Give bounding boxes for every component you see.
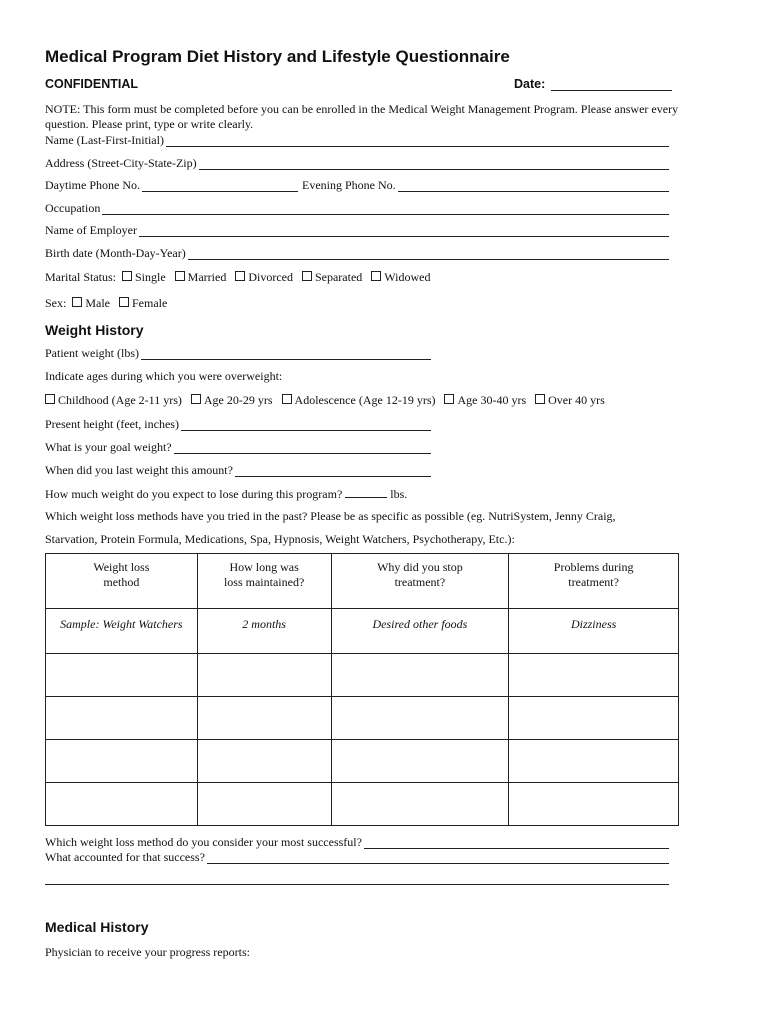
goal-weight-label: What is your goal weight?	[45, 440, 172, 454]
table-cell[interactable]	[46, 654, 198, 697]
expect-lose-row	[45, 486, 407, 501]
most-successful-row	[45, 835, 669, 849]
most-successful-field[interactable]	[364, 837, 669, 849]
name-label: Name (Last-First-Initial)	[45, 133, 164, 147]
methods-prompt-line-2: Starvation, Protein Formula, Medications, Spa, Hypnosis, Weight Watchers, Psychotherapy, Etc.):	[45, 532, 515, 546]
medical-history-heading: Medical History	[45, 919, 149, 935]
table-cell[interactable]	[46, 697, 198, 740]
table-cell[interactable]	[331, 697, 509, 740]
weight-loss-methods-table	[45, 553, 679, 826]
checkbox-icon	[444, 394, 454, 404]
ages-row	[45, 393, 611, 407]
checkbox-icon	[119, 297, 129, 307]
table-cell[interactable]	[331, 654, 509, 697]
expect-lose-label: How much weight do you expect to lose during this program?	[45, 487, 343, 501]
checkbox-icon	[302, 271, 312, 281]
present-height-label: Present height (feet, inches)	[45, 417, 179, 431]
birthdate-field[interactable]	[188, 248, 669, 260]
extra-answer-line[interactable]	[45, 884, 669, 885]
employer-label: Name of Employer	[45, 223, 137, 237]
table-cell: Sample: Weight Watchers	[46, 609, 198, 654]
age-option-over-40[interactable]: Over 40 yrs	[535, 393, 605, 407]
present-height-row	[45, 417, 431, 431]
table-cell[interactable]	[197, 654, 331, 697]
table-cell[interactable]	[509, 697, 679, 740]
marital-option-widowed[interactable]: Widowed	[371, 270, 430, 284]
address-label: Address (Street-City-State-Zip)	[45, 156, 197, 170]
methods-prompt-line-1: Which weight loss methods have you tried in the past? Please be as specific as possible (eg. NutriSystem, Jenny Craig,	[45, 509, 616, 523]
expect-lose-unit: lbs.	[390, 487, 408, 501]
goal-weight-field[interactable]	[174, 442, 431, 454]
patient-weight-row	[45, 346, 431, 360]
form-title: Medical Program Diet History and Lifestyle Questionnaire	[45, 47, 510, 66]
table-cell[interactable]	[46, 783, 198, 826]
table-sample-row	[46, 609, 679, 654]
age-option-20-29[interactable]: Age 20-29 yrs	[191, 393, 273, 407]
patient-weight-label: Patient weight (lbs)	[45, 346, 139, 360]
evening-phone-field[interactable]	[398, 180, 669, 192]
ages-prompt: Indicate ages during which you were overweight:	[45, 369, 283, 383]
checkbox-icon	[282, 394, 292, 404]
table-row	[46, 783, 679, 826]
confidential-label: CONFIDENTIAL	[45, 77, 139, 91]
birthdate-label: Birth date (Month-Day-Year)	[45, 246, 186, 260]
occupation-row	[45, 201, 669, 215]
sex-label: Sex:	[45, 296, 67, 310]
note-text: NOTE: This form must be completed before you can be enrolled in the Medical Weight Management Program. Please answer every question. Please print, type or write clearly.	[45, 102, 679, 131]
table-row	[46, 654, 679, 697]
address-row	[45, 156, 669, 170]
present-height-field[interactable]	[181, 419, 431, 431]
marital-label: Marital Status:	[45, 270, 116, 284]
age-option-30-40[interactable]: Age 30-40 yrs	[444, 393, 526, 407]
occupation-field[interactable]	[102, 203, 669, 215]
last-weight-row	[45, 463, 431, 477]
sex-option-female[interactable]: Female	[119, 296, 167, 310]
patient-weight-field[interactable]	[141, 348, 431, 360]
daytime-phone-label: Daytime Phone No.	[45, 178, 140, 192]
name-row	[45, 133, 669, 147]
checkbox-icon	[72, 297, 82, 307]
table-cell[interactable]	[197, 783, 331, 826]
name-field[interactable]	[166, 135, 669, 147]
occupation-label: Occupation	[45, 201, 101, 215]
employer-row	[45, 223, 669, 237]
employer-field[interactable]	[139, 225, 669, 237]
age-option-adolescence[interactable]: Adolescence (Age 12-19 yrs)	[282, 393, 436, 407]
birthdate-row	[45, 246, 669, 260]
table-header-cell: Problems during treatment?	[509, 554, 679, 609]
table-cell: 2 months	[197, 609, 331, 654]
last-weight-field[interactable]	[235, 465, 431, 477]
table-cell[interactable]	[46, 740, 198, 783]
table-cell[interactable]	[331, 783, 509, 826]
expect-lose-field[interactable]	[345, 486, 387, 498]
table-header-cell: Why did you stop treatment?	[331, 554, 509, 609]
table-cell: Desired other foods	[331, 609, 509, 654]
sex-option-male[interactable]: Male	[72, 296, 110, 310]
marital-option-divorced[interactable]: Divorced	[235, 270, 293, 284]
accounted-row	[45, 850, 669, 864]
address-field[interactable]	[199, 158, 669, 170]
table-row	[46, 697, 679, 740]
date-label: Date:	[514, 77, 546, 91]
table-header-cell: How long was loss maintained?	[197, 554, 331, 609]
checkbox-icon	[175, 271, 185, 281]
evening-phone-label: Evening Phone No.	[302, 178, 396, 192]
marital-option-married[interactable]: Married	[175, 270, 227, 284]
most-successful-label: Which weight loss method do you consider your most successful?	[45, 835, 362, 849]
checkbox-icon	[371, 271, 381, 281]
sex-row	[45, 296, 173, 310]
checkbox-icon	[535, 394, 545, 404]
table-header-row	[46, 554, 679, 609]
table-cell[interactable]	[509, 740, 679, 783]
daytime-phone-field[interactable]	[142, 180, 298, 192]
age-option-childhood[interactable]: Childhood (Age 2-11 yrs)	[45, 393, 182, 407]
table-cell[interactable]	[197, 697, 331, 740]
date-row	[514, 77, 672, 91]
checkbox-icon	[191, 394, 201, 404]
table-row	[46, 740, 679, 783]
table-header-cell: Weight loss method	[46, 554, 198, 609]
accounted-label: What accounted for that success?	[45, 850, 205, 864]
table-cell[interactable]	[509, 783, 679, 826]
weight-history-heading: Weight History	[45, 322, 144, 338]
table-cell[interactable]	[197, 740, 331, 783]
physician-label: Physician to receive your progress reports:	[45, 945, 250, 959]
marital-option-single[interactable]: Single	[122, 270, 166, 284]
goal-weight-row	[45, 440, 431, 454]
checkbox-icon	[122, 271, 132, 281]
phone-row	[45, 178, 669, 192]
table-cell[interactable]	[331, 740, 509, 783]
last-weight-label: When did you last weight this amount?	[45, 463, 233, 477]
table-cell[interactable]	[509, 654, 679, 697]
accounted-field[interactable]	[207, 852, 669, 864]
marital-row	[45, 270, 436, 284]
marital-option-separated[interactable]: Separated	[302, 270, 362, 284]
checkbox-icon	[45, 394, 55, 404]
checkbox-icon	[235, 271, 245, 281]
date-field[interactable]	[551, 79, 672, 91]
table-cell: Dizziness	[509, 609, 679, 654]
